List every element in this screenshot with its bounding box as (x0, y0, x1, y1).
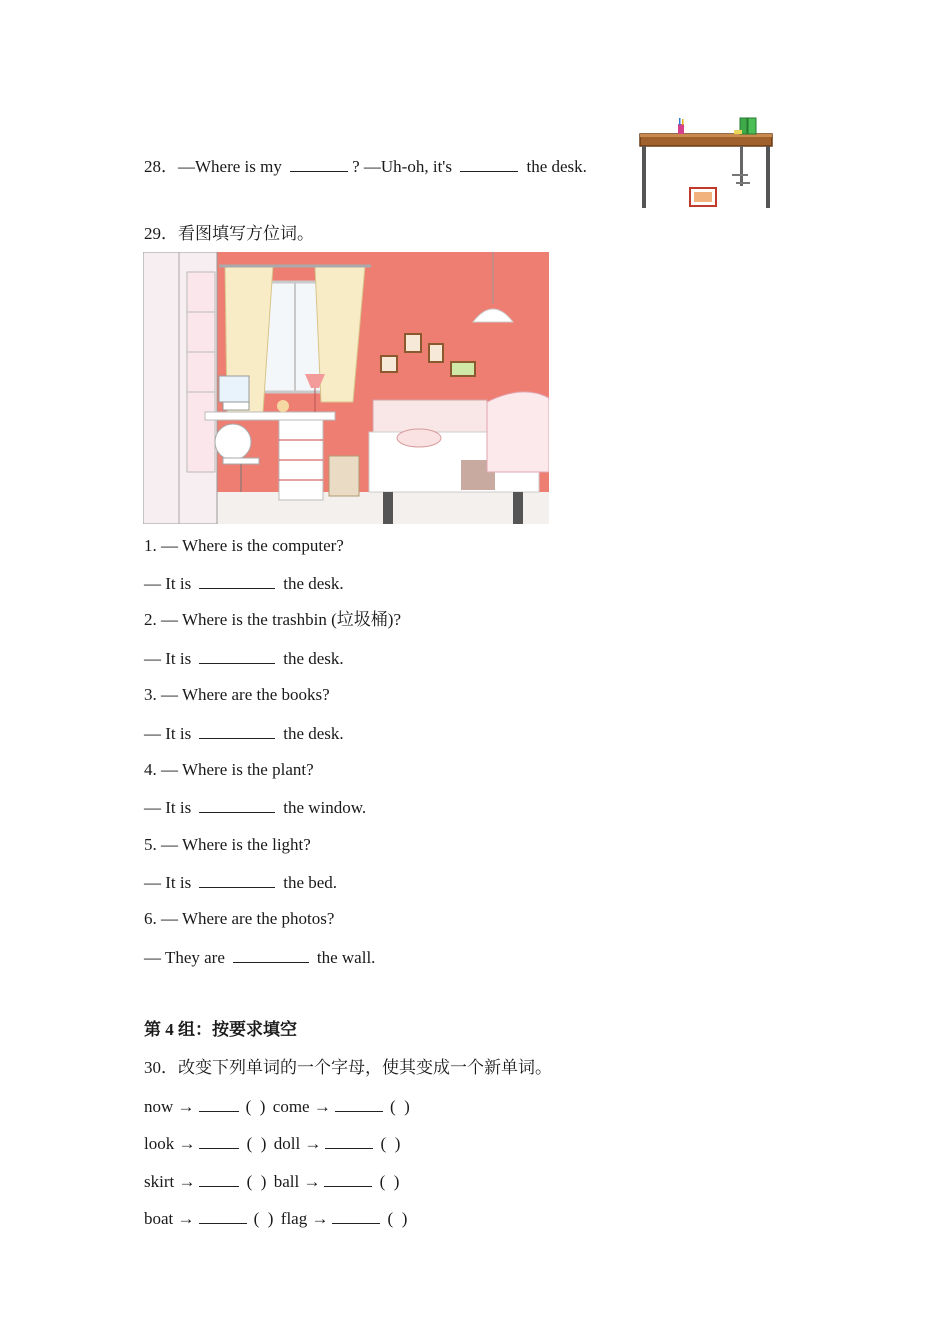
q29-item-2-question: 2. — Where is the trashbin (垃圾桶)? (144, 610, 401, 629)
answer-suffix: the desk. (283, 649, 344, 668)
word-prompt: look → (144, 1134, 196, 1153)
answer-blank[interactable] (199, 722, 275, 739)
answer-blank[interactable] (199, 1207, 247, 1224)
paren-close: ) (394, 1134, 401, 1153)
answer-blank[interactable] (199, 1095, 239, 1112)
paren-close: ) (259, 1097, 266, 1116)
answer-blank[interactable] (199, 647, 275, 664)
q29-item-4-question: 4. — Where is the plant? (144, 760, 314, 779)
paren-open: ( (246, 1172, 253, 1191)
bedroom-illustration (143, 252, 549, 524)
paren-blank[interactable] (387, 1096, 413, 1118)
section-heading: 第 4 组：按要求填空 (144, 1020, 297, 1039)
word-prompt: now → (144, 1097, 195, 1116)
paren-open: ( (379, 1172, 386, 1191)
word-prompt: doll → (273, 1134, 322, 1153)
question-30-title: 30．改变下列单词的一个字母，使其变成一个新单词。 (144, 1058, 552, 1077)
answer-suffix: the window. (283, 798, 367, 817)
desk-illustration (636, 116, 776, 212)
answer-suffix: the desk. (283, 724, 344, 743)
paren-close: ) (404, 1097, 410, 1116)
answer-blank[interactable] (335, 1095, 383, 1112)
word-prompt: flag → (280, 1209, 329, 1228)
answer-blank[interactable] (199, 572, 275, 589)
paren-blank[interactable] (251, 1208, 277, 1230)
word-row-4 (144, 1207, 410, 1230)
paren-close: ) (401, 1209, 408, 1228)
answer-blank[interactable] (199, 796, 275, 813)
paren-open: ( (245, 1097, 252, 1116)
answer-suffix: the desk. (283, 574, 344, 593)
answer-blank[interactable] (324, 1170, 372, 1187)
q29-item-6-question: 6. — Where are the photos? (144, 909, 335, 928)
q29-item-3-answer (144, 722, 344, 745)
answer-prefix: — It is (144, 873, 192, 892)
paren-blank[interactable] (377, 1133, 403, 1155)
paren-open: ( (253, 1209, 260, 1228)
answer-blank[interactable] (199, 1170, 239, 1187)
paren-blank[interactable] (376, 1171, 402, 1193)
answer-blank[interactable] (233, 946, 309, 963)
question-28 (144, 155, 587, 178)
answer-blank[interactable] (332, 1207, 380, 1224)
answer-prefix: — It is (144, 724, 192, 743)
word-prompt: skirt → (144, 1172, 196, 1191)
paren-blank[interactable] (243, 1171, 269, 1193)
q29-item-6-answer (144, 946, 375, 969)
answer-suffix: the wall. (316, 948, 376, 967)
paren-blank[interactable] (243, 1096, 269, 1118)
question-number: 28． (144, 157, 178, 176)
word-prompt: boat → (144, 1209, 195, 1228)
paren-close: ) (267, 1209, 274, 1228)
answer-blank[interactable] (460, 155, 518, 172)
answer-text-end: the desk. (526, 157, 587, 176)
paren-close: ) (260, 1172, 267, 1191)
paren-open: ( (246, 1134, 253, 1153)
paren-open: ( (387, 1209, 394, 1228)
word-row-2 (144, 1132, 403, 1155)
paren-blank[interactable] (243, 1133, 269, 1155)
q29-item-1-answer (144, 572, 344, 595)
answer-blank[interactable] (199, 1132, 239, 1149)
word-row-1 (144, 1095, 413, 1118)
paren-close: ) (393, 1172, 400, 1191)
answer-text: —Uh-oh, it's (363, 157, 452, 176)
paren-close: ) (260, 1134, 267, 1153)
answer-suffix: the bed. (283, 873, 338, 892)
answer-blank[interactable] (325, 1132, 373, 1149)
paren-blank[interactable] (384, 1208, 410, 1230)
q29-item-4-answer (144, 796, 366, 819)
question-text: —Where is my (178, 157, 282, 176)
question-mark: ? (352, 157, 360, 176)
word-prompt: come → (272, 1097, 331, 1116)
word-prompt: ball → (273, 1172, 321, 1191)
q29-item-1-question: 1. — Where is the computer? (144, 536, 344, 555)
answer-blank[interactable] (290, 155, 348, 172)
q29-item-5-question: 5. — Where is the light? (144, 835, 311, 854)
answer-blank[interactable] (199, 871, 275, 888)
answer-prefix: — It is (144, 574, 192, 593)
answer-prefix: — It is (144, 649, 192, 668)
q29-item-3-question: 3. — Where are the books? (144, 685, 330, 704)
answer-prefix: — They are (144, 948, 225, 967)
word-row-3 (144, 1170, 402, 1193)
question-29-title: 29．看图填写方位词。 (144, 224, 314, 243)
q29-item-5-answer (144, 871, 337, 894)
paren-open: ( (389, 1097, 396, 1116)
answer-prefix: — It is (144, 798, 192, 817)
paren-open: ( (380, 1134, 387, 1153)
q29-item-2-answer (144, 647, 344, 670)
